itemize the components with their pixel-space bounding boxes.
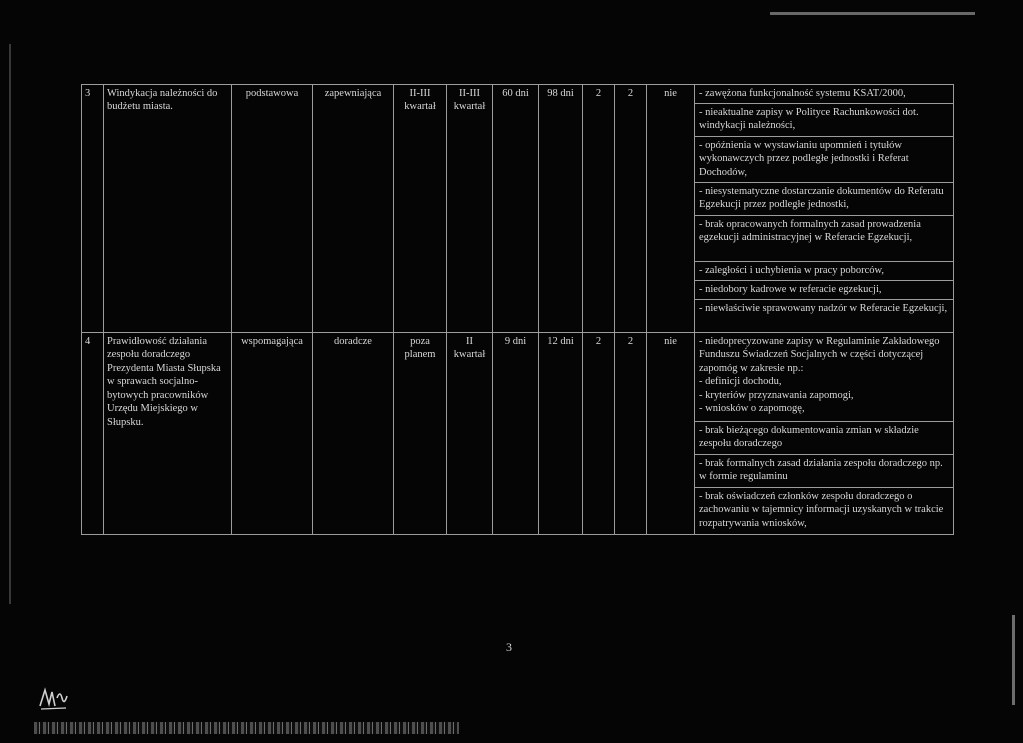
finding: - brak formalnych zasad działania zespołu doradczego np. w formie regulaminu: [695, 455, 954, 488]
finding: - niedobory kadrowe w referacie egzekucji,: [695, 281, 954, 300]
days-done: 98 dni: [539, 85, 583, 333]
period-planned: II-III kwartał: [394, 85, 447, 333]
finding: - brak oświadczeń członków zespołu doradczego o zachowaniu w tajemnicy informacji uzyskanych w trakcie rozpatrywania wniosków,: [695, 488, 954, 535]
flag: nie: [647, 85, 695, 333]
count-b: 2: [615, 85, 647, 333]
finding: - nieaktualne zapisy w Polityce Rachunkowości dot. windykacji należności,: [695, 104, 954, 137]
flag: nie: [647, 333, 695, 535]
page-number: 3: [506, 640, 512, 654]
task-action: zapewniająca: [313, 85, 394, 333]
count-a: 2: [583, 85, 615, 333]
finding: - brak bieżącego dokumentowania zmian w składzie zespołu doradczego: [695, 422, 954, 455]
finding: - brak opracowanych formalnych zasad prowadzenia egzekucji administracyjnej w Referacie Egzekucji,: [695, 216, 954, 262]
scan-edge-top: [770, 12, 975, 15]
audit-task: Prawidłowość działania zespołu doradczego Prezydenta Miasta Słupska w sprawach socjalno-bytowych pracowników Urzędu Miejskiego w Słupsku.: [104, 333, 232, 535]
finding: - zawężona funkcjonalność systemu KSAT/2000,: [695, 85, 954, 104]
task-type: wspomagająca: [232, 333, 313, 535]
audit-task: Windykacja należności do budżetu miasta.: [104, 85, 232, 333]
table-row: [82, 333, 954, 422]
finding: - opóźnienia w wystawianiu upomnień i tytułów wykonawczych przez podległe jednostki i Referat Dochodów,: [695, 137, 954, 183]
signature-initials: [38, 684, 70, 712]
period-planned: poza planem: [394, 333, 447, 535]
scan-edge-right: [1012, 615, 1015, 705]
count-b: 2: [615, 333, 647, 535]
task-action: doradcze: [313, 333, 394, 535]
finding: - zaległości i uchybienia w pracy poborców,: [695, 262, 954, 281]
days-planned: 9 dni: [493, 333, 539, 535]
row-number: 4: [82, 333, 104, 535]
period-done: II-III kwartał: [447, 85, 493, 333]
scan-edge-left: [9, 44, 11, 604]
days-done: 12 dni: [539, 333, 583, 535]
finding: - niesystematyczne dostarczanie dokumentów do Referatu Egzekucji przez podległe jednostki,: [695, 183, 954, 216]
finding: - niewłaściwie sprawowany nadzór w Referacie Egzekucji,: [695, 300, 954, 333]
count-a: 2: [583, 333, 615, 535]
scan-artifact-strip: [34, 722, 459, 734]
task-type: podstawowa: [232, 85, 313, 333]
days-planned: 60 dni: [493, 85, 539, 333]
audit-table: [81, 84, 954, 535]
table-row: [82, 85, 954, 104]
period-done: II kwartał: [447, 333, 493, 535]
row-number: 3: [82, 85, 104, 333]
finding: - niedoprecyzowane zapisy w Regulaminie Zakładowego Funduszu Świadczeń Socjalnych w części dotyczącej zapomóg w zakresie np.: - definicji dochodu, - kryteriów przyznawania zapomogi, - wniosków o zapomogę,: [695, 333, 954, 422]
